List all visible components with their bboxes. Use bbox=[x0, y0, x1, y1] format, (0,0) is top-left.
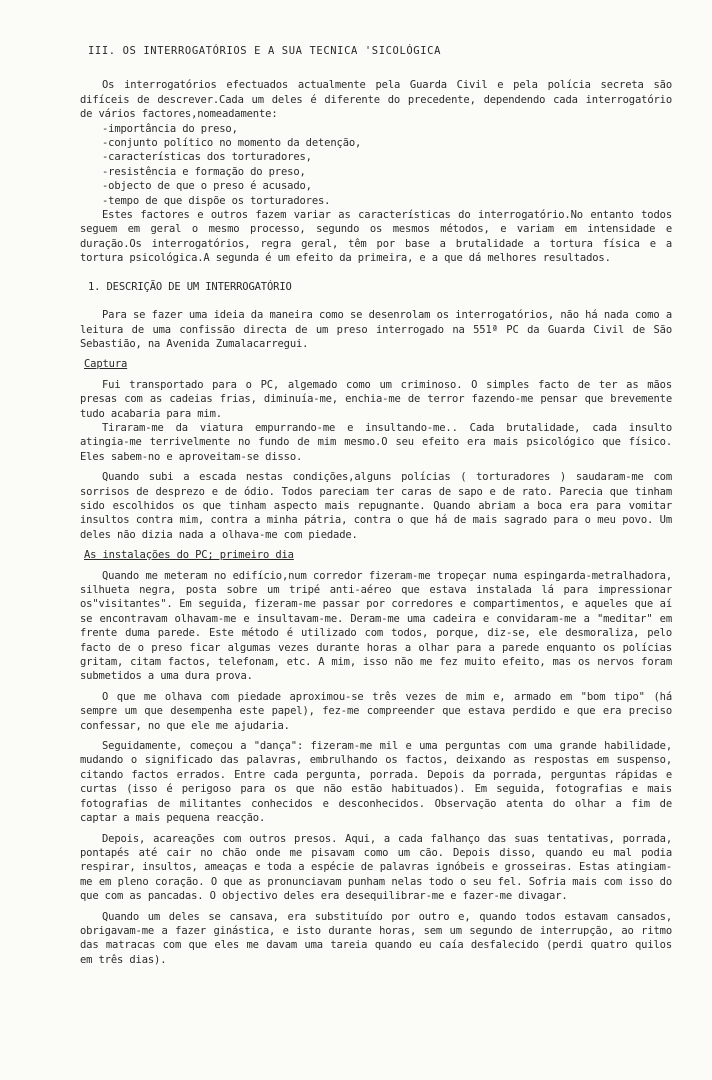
captura-paragraph-1: Fui transportado para o PC, algemado como um criminoso. O simples facto de ter as mãos presas com as cadeias frias, diminuía-me, enchia-me de terror fazendo-me pensar que brevemente tudo acabaria para mim. bbox=[80, 378, 672, 420]
section-heading: 1. DESCRIÇÃO DE UM INTERROGATÓRIO bbox=[88, 280, 292, 293]
list-item: -características dos torturadores, bbox=[102, 151, 312, 164]
intro-paragraph-1: Os interrogatórios efectuados actualmente pela Guarda Civil e pela polícia secreta são difíceis de descrever.Cada um deles é diferente do precedente, dependendo cada interrogatório de vários factores,nomeadamente: bbox=[80, 79, 672, 121]
section1-paragraph: Para se fazer uma ideia da maneira como se desenrolam os interrogatórios, não há nada como a leitura de uma confissão directa de um preso interrogado na 551ª PC da Guarda Civil de São Sebastião, na Avenida Zumalacarregui. bbox=[80, 309, 672, 350]
intro-paragraph-2: Estes factores e outros fazem variar as características do interrogatório.No entanto todos seguem em geral o mesmo processo, segundo os mesmos métodos, e variam em intensidade e duração.Os interrogatórios, regra geral, têm por base a brutalidade a tortura física e a tortura psicológica.A segunda é um efeito da primeira, e a que dá melhores resultados. bbox=[80, 209, 672, 265]
captura-paragraph-2: Tiraram-me da viatura empurrando-me e insultando-me.. Cada brutalidade, cada insulto atingia-me terrivelmente no fundo de mim mesmo.O seu efeito era mais psicológico que físico. Eles sabem-no e aproveitam-se disso. bbox=[80, 421, 672, 463]
captura-paragraph-3: Quando subi a escada nestas condições,alguns polícias ( torturadores ) saudaram-me com sorrisos de desprezo e de ódio. Todos pareciam ter caras de sapo e de rato. Parecia que tinham sido escolhidos os que tinham aspecto mais repugnante. Quando abriam a boca era para vomitar insultos contra mim, contra a minha pátria, contra o que há de mais sagrado para o meu povo. Um deles não dizia nada a olhava-me com piedade. bbox=[80, 471, 672, 541]
instalacoes-paragraph-5: Quando um deles se cansava, era substituído por outro e, quando todos estavam cansados, obrigavam-me a fazer ginástica, e isto durante horas, sem um segundo de interrupção, ao ritmo das matracas com que eles me davam uma tareia quando eu caía desfalecido (perdi quatro quilos em três dias). bbox=[80, 910, 672, 966]
instalacoes-paragraph-3: Seguidamente, começou a "dança": fizeram-me mil e uma perguntas com uma grande habilidade, mudando o significado das palavras, embrulhando os factos, deixando as respostas em suspenso, citando factos errados. Entre cada pergunta, porrada. Depois da porrada, perguntas rápidas e curtas (isso é perigoso para os que não estão habituados). Em seguida, fotografias e mais fotografias de militantes conhecidos e desconhecidos. Observação atenta do olhar a fim de captar a mais pequena reacção. bbox=[80, 740, 672, 825]
instalacoes-paragraph-4: Depois, acareações com outros presos. Aqui, a cada falhanço das suas tentativas, porrada, pontapés até cair no chão onde me pisavam como um cão. Depois disso, quando eu mal podia respirar, insultos, ameaças e toda a espécie de palavras ignóbeis e grosseiras. Estas atingiam-me em pleno coração. O que as pronunciavam punham nelas todo o seu fel. Sofria mais com isso do que com as pancadas. O objectivo deles era desequilibrar-me e fazer-me divagar. bbox=[80, 832, 672, 903]
subheading-instalacoes: As instalações do PC; primeiro dia bbox=[84, 549, 294, 562]
list-item: -objecto de que o preso é acusado, bbox=[102, 180, 312, 193]
page-title: III. OS INTERROGATÓRIOS E A SUA TECNICA 'SICOLÓGICA bbox=[88, 45, 441, 57]
instalacoes-paragraph-1: Quando me meteram no edifício,num corredor fizeram-me tropeçar numa espingarda-metralhadora, silhueta negra, posta sobre um tripé anti-aéreo que estava instalada lá para impressionar os"visitantes". Em seguida, fizeram-me passar por corredores e compartimentos, e aqueles que aí se encontravam olhavam-me e insultavam-me. Deram-me uma cadeira e convidaram-me a "meditar" em frente duma parede. Este método é utilizado com todos, porque, diz-se, ele desmoraliza, pelo facto de o preso ficar algumas vezes durante horas a olhar para a parede enquanto os polícias gritam, citam factos, telefonam, etc. A mim, isso não me fez muito efeito, mas os nervos foram submetidos a uma dura prova. bbox=[80, 569, 672, 683]
list-item: -resistência e formação do preso, bbox=[102, 165, 306, 178]
list-item: -importância do preso, bbox=[102, 122, 238, 135]
subheading-captura: Captura bbox=[84, 358, 128, 371]
factors-list bbox=[80, 122, 672, 208]
list-item: -conjunto político no momento da detenção, bbox=[102, 137, 362, 150]
list-item: -tempo de que dispõe os torturadores. bbox=[102, 194, 331, 207]
instalacoes-paragraph-2: O que me olhava com piedade aproximou-se três vezes de mim e, armado em "bom tipo" (há sempre um que desempenha este papel), fez-me compreender que estava perdido e que era preciso confessar, no que ele me ajudaria. bbox=[80, 690, 672, 732]
